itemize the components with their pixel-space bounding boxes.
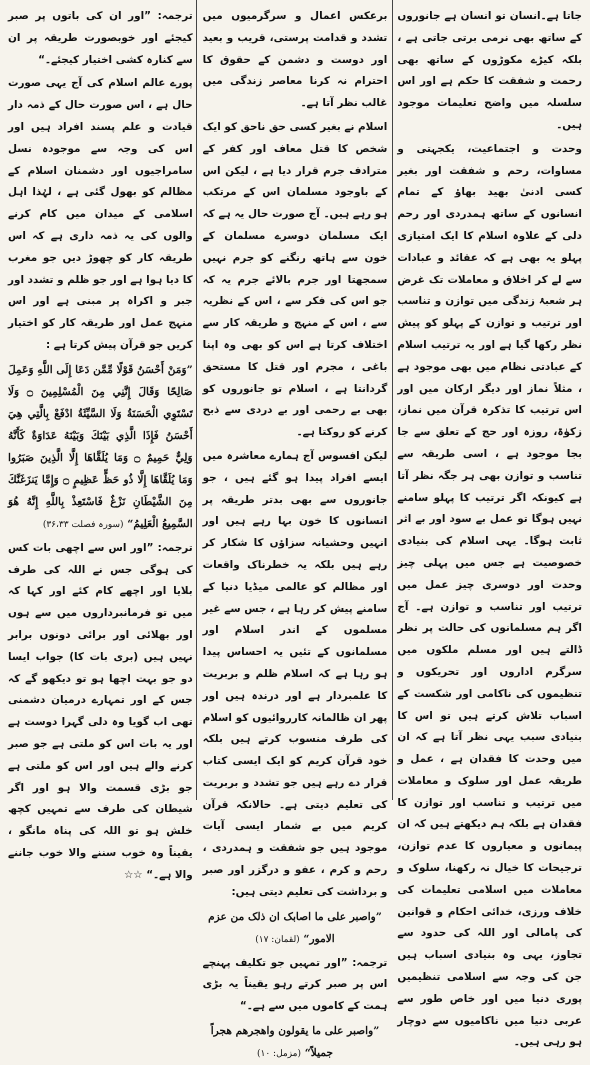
column-divider — [392, 0, 393, 800]
quran-verse: ”واصبر علی ما اصابک ان ذلک من عزم الامور“ (لقمان: ۱۷) — [208, 910, 382, 945]
verse-reference: (لقمان: ۱۷) — [255, 934, 300, 945]
verse-reference: (سورہ فصلت ۳۶،۳۳) — [42, 519, 124, 530]
end-stars: ☆☆ — [123, 868, 143, 881]
verse-reference: (مزمل: ۱۰) — [257, 1049, 302, 1060]
paragraph: برعکس اعمال و سرگرمیوں میں تشدد و قدامت پرستی، قریب و بعید اور دوست و دشمن کے حقوق کا احترام نہ کرنا معاصر زندگی میں غالب نظر آتا ہے۔ — [202, 10, 388, 110]
column-left — [8, 6, 193, 881]
quran-verse: ”وَمَنْ أَحْسَنُ قَوْلًا مِّمَّن دَعَا إِلَى اللَّهِ وَعَمِلَ صَالِحًا وَقَالَ إِنَّنِي مِنَ الْمُسْلِمِينَ ۝ وَلَا تَسْتَوِي الْحَسَنَةُ وَلَا السَّيِّئَةُ ادْفَعْ بِالَّتِي هِيَ أَحْسَنُ فَإِذَا الَّذِي بَيْنَكَ وَبَيْنَهُ عَدَاوَةٌ كَأَنَّهُ وَلِيٌّ حَمِيمٌ ۝ وَمَا يُلَقَّاهَا إِلَّا الَّذِينَ صَبَرُوا وَمَا يُلَقَّاهَا إِلَّا ذُو حَظٍّ عَظِيمٍ ۝ وَإِمَّا يَنزَغَنَّكَ مِنَ الشَّيْطَانِ نَزْغٌ فَاسْتَعِذْ بِاللَّهِ إِنَّهُ هُوَ السَّمِيعُ الْعَلِيمُ“ (سورہ فصلت ۳۶،۳۳) — [8, 363, 193, 530]
quran-verse: ”واصبر علی ما یقولون واھجرھم ھجراً جمیلاً“ (مزمل: ۱۰) — [210, 1025, 380, 1060]
verse-translation: ترجمہ: ”اور ان کی باتوں پر صبر کیجئے اور خوبصورت طریقہ پر ان سے کنارہ کشی اختیار کیجئے۔“ — [8, 10, 193, 66]
column-middle — [202, 6, 388, 1060]
column-right — [397, 6, 582, 1049]
column-divider — [196, 0, 197, 800]
paragraph: لیکن افسوس آج ہمارے معاشرہ میں ایسے افراد پیدا ہو گئے ہیں ، جو جانوروں سے بھی بدتر طریقہ پر انسانوں کا خون بہا رہے ہیں اور انہیں وحشیانہ سزاؤں کا شکار کر رہے ہیں بلکہ یہ خطرناک واقعات اور مظالم کو عالمی میڈیا دنیا کے سامنے پیش کر رہا ہے ، جس سے غیر مسلموں کے اندر اسلام اور مسلمانوں کے تئیں یہ احساس پیدا ہو رہا ہے کہ اسلام ظلم و بربریت کا علمبردار ہے اور درندہ ہیں اور پھر ان ظالمانہ کارروائیوں کو اسلام کی طرف منسوب کرتے ہیں بلکہ خود قرآن کریم کو ایک ایسی کتاب قرار دے رہے ہیں جو تشدد و بربریت کی تعلیم دیتی ہے۔ حالانکہ قرآن کریم میں بے شمار ایسی آیات موجود ہیں جو شفقت و ہمدردی ، رحم و کرم ، عفو و درگزر اور صبر و برداشت کی تعلیم دیتی ہیں: — [202, 449, 388, 898]
paragraph: جاتا ہے۔انسان تو انسان ہے جانوروں کے ساتھ بھی نرمی برتی جاتی ہے ، بلکہ کیڑے مکوڑوں کے ساتھ بھی رحمت و شفقت کا حکم ہے اور اس سلسلہ میں واضح تعلیمات موجود ہیں۔ — [397, 10, 582, 131]
paragraph: پورے عالم اسلام کی آج یہی صورت حال ہے ، اس صورت حال کے ذمہ دار قیادت و علم پسند افراد ہیں اور اس کی وجہ سے موجودہ نسل سامراجیوں اور دشمنان اسلام کے مظالم کو بھول گئی ہے ، لہٰذا اہل اسلامی کے میدان میں کام کرنے والوں کی یہ ذمہ داری ہے کہ اس طریقہ کار کو چھوڑ دیں جو مغرب کا دیا ہوا ہے اور جو ظلم و تشدد اور جبر و اکراہ پر مبنی ہے اور اس منہج عمل اور طریقہ کار کو اختیار کریں جو قرآن پیش کرتا ہے : — [8, 77, 193, 351]
verse-translation: ترجمہ: ”اور اس سے اچھی بات کس کی ہوگی جس نے اللہ کی طرف بلایا اور اچھے کام کئے اور کہا کہ میں تو فرمانبرداروں میں سے ہوں اور بھلائی اور برائی دونوں برابر نہیں ہیں (بری بات کا) جواب ایسا دو جو بہت اچھا ہو تو دیکھو گے کہ جس کے اور تمہارے درمیان دشمنی تھی اب گویا وہ دلی گہرا دوست ہے اور یہ بات اس کو ملتی ہے جو صبر کرنے والے ہیں اور اس کو ملتی ہے جو بڑی قسمت والا ہو اور اگر شیطان کی طرف سے تمہیں کچھ خلش ہو تو اللہ کی پناہ مانگو ، یقیناً وہ خوب سننے والا خوب جاننے والا ہے۔“ ☆☆ — [8, 541, 193, 881]
paragraph: اسلام نے بغیر کسی حق ناحق کو ایک شخص کا قتل معاف اور کفر کے مترادف جرم قرار دیا ہے ، لیکن اس کے باوجود مسلمان اس کے مرتکب ہو رہے ہیں۔ آج صورت حال یہ ہے کہ ایک مسلمان دوسرے مسلمان کے خون سے ہاتھ رنگنے کو جرم نہیں سمجھتا اور جرم بالائے جرم یہ کہ جو اس کی فکر سے ، اس کے نظریہ سے ، اس کے منہج و طریقہ کار سے اختلاف کرتا ہے اس کو بھی وہ اپنا باغی ، مجرم اور قتل کا مستحق گردانتا ہے ، اسلام تو جانوروں کو بھی بے رحمی اور بے دردی سے ذبح کرنے کو روکتا ہے۔ — [202, 120, 388, 439]
paragraph: وحدت و اجتماعیت، یکجہتی و مساوات، رحم و شفقت اور بغیر کسی ادنیٰ بھید بھاؤ کے تمام انسانوں کے ساتھ ہمدردی اور رحم دلی کے علاوہ اسلام کا ایک امتیازی پہلو یہ بھی ہے کہ عقائد و عبادات سے لے کر اخلاق و معاملات تک غرض ہر شعبۂ زندگی میں توازن و تناسب اور ترتیب و توازن کے پہلو کو پیش نظر رکھا گیا ہے اور یہ ترتیب اسلام کے عبادتی نظام میں بھی موجود ہے ، مثلاً نماز اور دیگر ارکان میں اور اس ترتیب کا تذکرہ قرآن میں نماز، زکوٰۃ، روزہ اور حج کے تعلق سے جا بجا موجود ہے ، اسی طریقہ سے تناسب و توازن بھی ہر جگہ نظر آتا ہے کیونکہ اگر ترتیب کا پہلو سامنے نہیں ہوگا تو عمل بے سود اور بے اثر ثابت ہوگا۔ یہی اسلام کی بنیادی خصوصیت ہے جس میں پہلی چیز وحدت اور دوسری چیز عمل میں ترتیب اور تناسب و توازن ہے۔ آج اگر ہم مسلمانوں کی حالت پر نظر ڈالتے ہیں اور مسلم ملکوں میں سرگرم اداروں اور تحریکوں و تنظیموں کی ناکامی اور شکست کے اسباب تلاش کرتے ہیں تو اس کا بنیادی سبب یہی نظر آتا ہے کہ ان میں وحدت کا فقدان ہے ، عمل و طریقہ عمل اور سلوک و معاملات میں ترتیب و تناسب اور توازن کا فقدان ہے بلکہ ہم دیکھتے ہیں کہ ان پیمانوں و معیاروں کا عدم توازن، ترجیحات کا خیال نہ رکھنا، سلوک و معاملات میں اسلامی تعلیمات کی خلاف ورزی، خدائی احکام و قوانین کی پامالی اور اللہ کی حدود سے تجاوز، یہی وہ بنیادی اسباب ہیں جن کی وجہ سے اسلامی تنظیمیں پوری دنیا میں اور خاص طور سے عربی دنیا میں ناکامیوں سے دوچار ہو رہی ہیں۔ — [397, 142, 582, 1049]
verse-translation: ترجمہ: ”اور تمہیں جو تکلیف پہنچے اس پر صبر کرتے رہو یقیناً یہ بڑی ہمت کے کاموں میں سے ہے۔“ — [202, 956, 388, 1013]
